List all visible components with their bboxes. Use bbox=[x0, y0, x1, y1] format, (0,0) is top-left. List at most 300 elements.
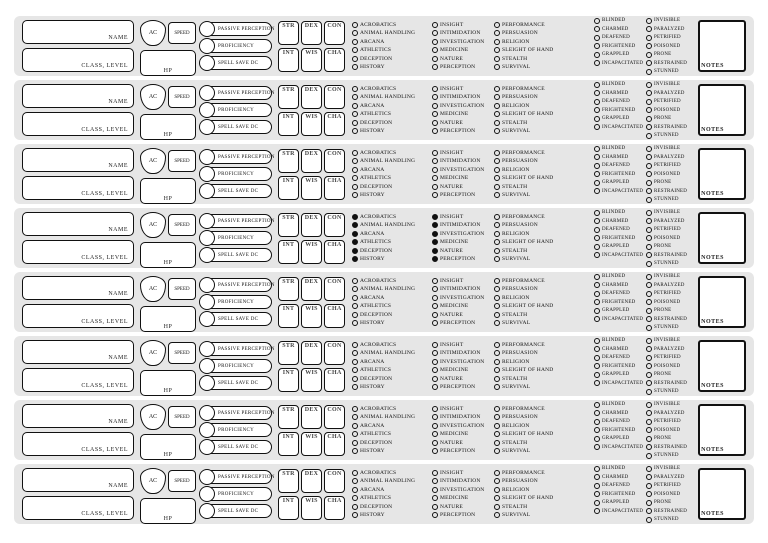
notes-field[interactable] bbox=[698, 84, 746, 136]
condition-checkbox[interactable] bbox=[594, 380, 600, 386]
proficiency-pip[interactable] bbox=[432, 30, 438, 36]
condition-checkbox[interactable] bbox=[594, 444, 600, 450]
condition-checkbox[interactable] bbox=[594, 116, 600, 122]
condition-checkbox[interactable] bbox=[646, 210, 652, 216]
ability-dex-box[interactable]: DEX bbox=[301, 469, 322, 493]
ability-str-box[interactable]: STR bbox=[278, 85, 299, 109]
proficiency-pip[interactable] bbox=[352, 278, 358, 284]
proficiency-pip[interactable] bbox=[494, 22, 500, 28]
notes-field[interactable] bbox=[698, 468, 746, 520]
proficiency-pip[interactable] bbox=[432, 303, 438, 309]
proficiency-pip[interactable] bbox=[432, 239, 438, 245]
proficiency-pip[interactable] bbox=[352, 470, 358, 476]
proficiency-pip[interactable] bbox=[352, 440, 358, 446]
condition-checkbox[interactable] bbox=[594, 180, 600, 186]
hit-points-field[interactable] bbox=[140, 178, 196, 204]
proficiency-pip[interactable] bbox=[352, 128, 358, 134]
condition-checkbox[interactable] bbox=[594, 466, 600, 472]
spell-save-dc-field[interactable] bbox=[202, 56, 272, 70]
proficiency-pip[interactable] bbox=[432, 350, 438, 356]
ability-int-box[interactable]: INT bbox=[278, 240, 299, 264]
speed-field[interactable] bbox=[168, 470, 196, 492]
class-level-field[interactable] bbox=[22, 240, 134, 264]
proficiency-pip[interactable] bbox=[432, 278, 438, 284]
proficiency-pip[interactable] bbox=[494, 158, 500, 164]
ability-cha-box[interactable]: CHA bbox=[324, 176, 345, 200]
condition-checkbox[interactable] bbox=[594, 244, 600, 250]
ability-cha-box[interactable]: CHA bbox=[324, 304, 345, 328]
condition-checkbox[interactable] bbox=[646, 291, 652, 297]
proficiency-pip[interactable] bbox=[352, 214, 358, 220]
ability-str-box[interactable]: STR bbox=[278, 277, 299, 301]
passive-perception-field[interactable] bbox=[202, 150, 275, 164]
spell-save-dc-value-circle[interactable] bbox=[199, 183, 215, 199]
hit-points-field[interactable] bbox=[140, 50, 196, 76]
proficiency-pip[interactable] bbox=[352, 320, 358, 326]
condition-checkbox[interactable] bbox=[646, 355, 652, 361]
passive-perception-field[interactable] bbox=[202, 278, 275, 292]
proficiency-pip[interactable] bbox=[432, 120, 438, 126]
proficiency-pip[interactable] bbox=[352, 192, 358, 198]
ability-int-box[interactable]: INT bbox=[278, 112, 299, 136]
proficiency-value-circle[interactable] bbox=[199, 230, 215, 246]
hit-points-field[interactable] bbox=[140, 434, 196, 460]
proficiency-pip[interactable] bbox=[432, 414, 438, 420]
condition-checkbox[interactable] bbox=[594, 274, 600, 280]
proficiency-pip[interactable] bbox=[494, 150, 500, 156]
proficiency-pip[interactable] bbox=[494, 39, 500, 45]
condition-checkbox[interactable] bbox=[594, 60, 600, 66]
proficiency-pip[interactable] bbox=[494, 478, 500, 484]
name-field[interactable] bbox=[22, 20, 134, 44]
proficiency-pip[interactable] bbox=[494, 504, 500, 510]
proficiency-pip[interactable] bbox=[352, 175, 358, 181]
condition-checkbox[interactable] bbox=[646, 308, 652, 314]
condition-checkbox[interactable] bbox=[594, 508, 600, 514]
ability-str-box[interactable]: STR bbox=[278, 213, 299, 237]
hit-points-field[interactable] bbox=[140, 242, 196, 268]
ability-con-box[interactable]: CON bbox=[324, 85, 345, 109]
proficiency-pip[interactable] bbox=[432, 22, 438, 28]
spell-save-dc-field[interactable] bbox=[202, 312, 272, 326]
condition-checkbox[interactable] bbox=[594, 18, 600, 24]
proficiency-field[interactable] bbox=[202, 167, 272, 181]
proficiency-pip[interactable] bbox=[432, 47, 438, 53]
ability-con-box[interactable]: CON bbox=[324, 277, 345, 301]
class-level-field[interactable] bbox=[22, 368, 134, 392]
class-level-field[interactable] bbox=[22, 496, 134, 520]
condition-checkbox[interactable] bbox=[646, 316, 652, 322]
ability-dex-box[interactable]: DEX bbox=[301, 85, 322, 109]
proficiency-value-circle[interactable] bbox=[199, 102, 215, 118]
proficiency-pip[interactable] bbox=[352, 56, 358, 62]
speed-field[interactable] bbox=[168, 22, 196, 44]
condition-checkbox[interactable] bbox=[594, 235, 600, 241]
condition-checkbox[interactable] bbox=[646, 372, 652, 378]
proficiency-pip[interactable] bbox=[494, 192, 500, 198]
proficiency-pip[interactable] bbox=[352, 414, 358, 420]
spell-save-dc-field[interactable] bbox=[202, 120, 272, 134]
passive-perception-value-circle[interactable] bbox=[199, 405, 215, 421]
condition-checkbox[interactable] bbox=[594, 146, 600, 152]
name-field[interactable] bbox=[22, 276, 134, 300]
proficiency-value-circle[interactable] bbox=[199, 486, 215, 502]
condition-checkbox[interactable] bbox=[646, 419, 652, 425]
passive-perception-field[interactable] bbox=[202, 406, 275, 420]
proficiency-pip[interactable] bbox=[494, 342, 500, 348]
proficiency-pip[interactable] bbox=[352, 504, 358, 510]
proficiency-pip[interactable] bbox=[432, 495, 438, 501]
proficiency-pip[interactable] bbox=[494, 431, 500, 437]
condition-checkbox[interactable] bbox=[594, 52, 600, 58]
condition-checkbox[interactable] bbox=[646, 154, 652, 160]
condition-checkbox[interactable] bbox=[646, 124, 652, 130]
proficiency-pip[interactable] bbox=[494, 256, 500, 262]
ability-cha-box[interactable]: CHA bbox=[324, 432, 345, 456]
speed-field[interactable] bbox=[168, 406, 196, 428]
spell-save-dc-field[interactable] bbox=[202, 376, 272, 390]
passive-perception-value-circle[interactable] bbox=[199, 21, 215, 37]
condition-checkbox[interactable] bbox=[594, 346, 600, 352]
condition-checkbox[interactable] bbox=[646, 26, 652, 32]
proficiency-pip[interactable] bbox=[352, 120, 358, 126]
proficiency-pip[interactable] bbox=[494, 286, 500, 292]
proficiency-pip[interactable] bbox=[352, 423, 358, 429]
proficiency-pip[interactable] bbox=[432, 214, 438, 220]
proficiency-pip[interactable] bbox=[352, 47, 358, 53]
proficiency-pip[interactable] bbox=[432, 231, 438, 237]
ability-dex-box[interactable]: DEX bbox=[301, 21, 322, 45]
condition-checkbox[interactable] bbox=[646, 436, 652, 442]
ability-int-box[interactable]: INT bbox=[278, 496, 299, 520]
proficiency-pip[interactable] bbox=[432, 184, 438, 190]
hit-points-field[interactable] bbox=[140, 306, 196, 332]
proficiency-pip[interactable] bbox=[494, 495, 500, 501]
condition-checkbox[interactable] bbox=[646, 508, 652, 514]
spell-save-dc-value-circle[interactable] bbox=[199, 55, 215, 71]
proficiency-pip[interactable] bbox=[352, 86, 358, 92]
class-level-field[interactable] bbox=[22, 48, 134, 72]
condition-checkbox[interactable] bbox=[646, 188, 652, 194]
condition-checkbox[interactable] bbox=[594, 188, 600, 194]
condition-checkbox[interactable] bbox=[646, 346, 652, 352]
condition-checkbox[interactable] bbox=[646, 363, 652, 369]
proficiency-pip[interactable] bbox=[494, 470, 500, 476]
condition-checkbox[interactable] bbox=[646, 380, 652, 386]
proficiency-pip[interactable] bbox=[352, 248, 358, 254]
proficiency-pip[interactable] bbox=[352, 150, 358, 156]
proficiency-field[interactable] bbox=[202, 39, 272, 53]
proficiency-pip[interactable] bbox=[352, 478, 358, 484]
proficiency-pip[interactable] bbox=[352, 39, 358, 45]
condition-checkbox[interactable] bbox=[594, 419, 600, 425]
class-level-field[interactable] bbox=[22, 432, 134, 456]
passive-perception-field[interactable] bbox=[202, 22, 275, 36]
proficiency-pip[interactable] bbox=[352, 286, 358, 292]
condition-checkbox[interactable] bbox=[594, 154, 600, 160]
notes-field[interactable] bbox=[698, 212, 746, 264]
condition-checkbox[interactable] bbox=[646, 99, 652, 105]
proficiency-pip[interactable] bbox=[494, 103, 500, 109]
condition-checkbox[interactable] bbox=[646, 60, 652, 66]
proficiency-pip[interactable] bbox=[352, 167, 358, 173]
condition-checkbox[interactable] bbox=[646, 517, 652, 523]
proficiency-pip[interactable] bbox=[494, 231, 500, 237]
proficiency-pip[interactable] bbox=[494, 239, 500, 245]
condition-checkbox[interactable] bbox=[594, 474, 600, 480]
proficiency-pip[interactable] bbox=[432, 406, 438, 412]
class-level-field[interactable] bbox=[22, 112, 134, 136]
ability-dex-box[interactable]: DEX bbox=[301, 341, 322, 365]
condition-checkbox[interactable] bbox=[646, 491, 652, 497]
armor-class-shield[interactable] bbox=[140, 276, 166, 302]
condition-checkbox[interactable] bbox=[594, 427, 600, 433]
ability-int-box[interactable]: INT bbox=[278, 304, 299, 328]
condition-checkbox[interactable] bbox=[594, 35, 600, 41]
ability-con-box[interactable]: CON bbox=[324, 469, 345, 493]
spell-save-dc-value-circle[interactable] bbox=[199, 311, 215, 327]
condition-checkbox[interactable] bbox=[594, 402, 600, 408]
proficiency-pip[interactable] bbox=[494, 248, 500, 254]
proficiency-pip[interactable] bbox=[494, 184, 500, 190]
proficiency-pip[interactable] bbox=[432, 111, 438, 117]
proficiency-pip[interactable] bbox=[432, 128, 438, 134]
condition-checkbox[interactable] bbox=[594, 410, 600, 416]
ability-wis-box[interactable]: WIS bbox=[301, 304, 322, 328]
ability-int-box[interactable]: INT bbox=[278, 432, 299, 456]
proficiency-pip[interactable] bbox=[352, 350, 358, 356]
passive-perception-value-circle[interactable] bbox=[199, 341, 215, 357]
armor-class-shield[interactable] bbox=[140, 148, 166, 174]
ability-con-box[interactable]: CON bbox=[324, 405, 345, 429]
condition-checkbox[interactable] bbox=[646, 410, 652, 416]
condition-checkbox[interactable] bbox=[646, 227, 652, 233]
proficiency-pip[interactable] bbox=[432, 367, 438, 373]
condition-checkbox[interactable] bbox=[646, 180, 652, 186]
armor-class-shield[interactable] bbox=[140, 20, 166, 46]
name-field[interactable] bbox=[22, 404, 134, 428]
proficiency-pip[interactable] bbox=[352, 30, 358, 36]
condition-checkbox[interactable] bbox=[646, 18, 652, 24]
condition-checkbox[interactable] bbox=[594, 43, 600, 49]
condition-checkbox[interactable] bbox=[594, 210, 600, 216]
condition-checkbox[interactable] bbox=[594, 99, 600, 105]
proficiency-pip[interactable] bbox=[352, 359, 358, 365]
ability-dex-box[interactable]: DEX bbox=[301, 149, 322, 173]
condition-checkbox[interactable] bbox=[594, 363, 600, 369]
proficiency-pip[interactable] bbox=[352, 495, 358, 501]
passive-perception-field[interactable] bbox=[202, 214, 275, 228]
proficiency-pip[interactable] bbox=[494, 56, 500, 62]
proficiency-pip[interactable] bbox=[494, 175, 500, 181]
proficiency-pip[interactable] bbox=[494, 30, 500, 36]
proficiency-value-circle[interactable] bbox=[199, 166, 215, 182]
proficiency-pip[interactable] bbox=[432, 320, 438, 326]
proficiency-pip[interactable] bbox=[352, 303, 358, 309]
proficiency-pip[interactable] bbox=[494, 448, 500, 454]
passive-perception-field[interactable] bbox=[202, 342, 275, 356]
proficiency-pip[interactable] bbox=[352, 256, 358, 262]
condition-checkbox[interactable] bbox=[646, 453, 652, 459]
proficiency-pip[interactable] bbox=[494, 359, 500, 365]
condition-checkbox[interactable] bbox=[646, 338, 652, 344]
condition-checkbox[interactable] bbox=[646, 43, 652, 49]
condition-checkbox[interactable] bbox=[594, 316, 600, 322]
proficiency-value-circle[interactable] bbox=[199, 422, 215, 438]
condition-checkbox[interactable] bbox=[646, 218, 652, 224]
proficiency-value-circle[interactable] bbox=[199, 38, 215, 54]
proficiency-pip[interactable] bbox=[352, 312, 358, 318]
proficiency-pip[interactable] bbox=[352, 512, 358, 518]
condition-checkbox[interactable] bbox=[594, 124, 600, 130]
proficiency-pip[interactable] bbox=[432, 431, 438, 437]
condition-checkbox[interactable] bbox=[646, 444, 652, 450]
ability-con-box[interactable]: CON bbox=[324, 213, 345, 237]
armor-class-shield[interactable] bbox=[140, 340, 166, 366]
proficiency-pip[interactable] bbox=[432, 64, 438, 70]
condition-checkbox[interactable] bbox=[594, 90, 600, 96]
proficiency-pip[interactable] bbox=[352, 158, 358, 164]
proficiency-pip[interactable] bbox=[432, 376, 438, 382]
proficiency-pip[interactable] bbox=[352, 431, 358, 437]
ability-wis-box[interactable]: WIS bbox=[301, 240, 322, 264]
proficiency-pip[interactable] bbox=[432, 86, 438, 92]
spell-save-dc-value-circle[interactable] bbox=[199, 439, 215, 455]
ability-dex-box[interactable]: DEX bbox=[301, 405, 322, 429]
name-field[interactable] bbox=[22, 148, 134, 172]
ability-wis-box[interactable]: WIS bbox=[301, 112, 322, 136]
condition-checkbox[interactable] bbox=[594, 436, 600, 442]
passive-perception-value-circle[interactable] bbox=[199, 85, 215, 101]
ability-str-box[interactable]: STR bbox=[278, 149, 299, 173]
proficiency-pip[interactable] bbox=[432, 440, 438, 446]
spell-save-dc-value-circle[interactable] bbox=[199, 247, 215, 263]
condition-checkbox[interactable] bbox=[646, 299, 652, 305]
name-field[interactable] bbox=[22, 84, 134, 108]
ability-int-box[interactable]: INT bbox=[278, 48, 299, 72]
notes-field[interactable] bbox=[698, 20, 746, 72]
proficiency-pip[interactable] bbox=[494, 350, 500, 356]
ability-wis-box[interactable]: WIS bbox=[301, 176, 322, 200]
proficiency-pip[interactable] bbox=[432, 312, 438, 318]
condition-checkbox[interactable] bbox=[646, 389, 652, 395]
proficiency-value-circle[interactable] bbox=[199, 294, 215, 310]
name-field[interactable] bbox=[22, 212, 134, 236]
proficiency-pip[interactable] bbox=[494, 440, 500, 446]
proficiency-pip[interactable] bbox=[494, 47, 500, 53]
spell-save-dc-field[interactable] bbox=[202, 504, 272, 518]
proficiency-pip[interactable] bbox=[352, 184, 358, 190]
ability-wis-box[interactable]: WIS bbox=[301, 48, 322, 72]
condition-checkbox[interactable] bbox=[646, 274, 652, 280]
ability-dex-box[interactable]: DEX bbox=[301, 213, 322, 237]
speed-field[interactable] bbox=[168, 214, 196, 236]
spell-save-dc-field[interactable] bbox=[202, 184, 272, 198]
proficiency-pip[interactable] bbox=[432, 167, 438, 173]
proficiency-pip[interactable] bbox=[494, 167, 500, 173]
proficiency-pip[interactable] bbox=[432, 192, 438, 198]
proficiency-pip[interactable] bbox=[432, 158, 438, 164]
condition-checkbox[interactable] bbox=[594, 82, 600, 88]
proficiency-pip[interactable] bbox=[352, 239, 358, 245]
proficiency-field[interactable] bbox=[202, 295, 272, 309]
condition-checkbox[interactable] bbox=[594, 26, 600, 32]
name-field[interactable] bbox=[22, 340, 134, 364]
condition-checkbox[interactable] bbox=[646, 261, 652, 267]
ability-cha-box[interactable]: CHA bbox=[324, 48, 345, 72]
spell-save-dc-value-circle[interactable] bbox=[199, 119, 215, 135]
passive-perception-field[interactable] bbox=[202, 470, 275, 484]
proficiency-pip[interactable] bbox=[494, 384, 500, 390]
condition-checkbox[interactable] bbox=[646, 282, 652, 288]
condition-checkbox[interactable] bbox=[646, 427, 652, 433]
proficiency-pip[interactable] bbox=[352, 367, 358, 373]
notes-field[interactable] bbox=[698, 148, 746, 200]
armor-class-shield[interactable] bbox=[140, 84, 166, 110]
proficiency-pip[interactable] bbox=[352, 376, 358, 382]
condition-checkbox[interactable] bbox=[646, 483, 652, 489]
condition-checkbox[interactable] bbox=[646, 82, 652, 88]
proficiency-pip[interactable] bbox=[352, 111, 358, 117]
condition-checkbox[interactable] bbox=[594, 171, 600, 177]
condition-checkbox[interactable] bbox=[594, 107, 600, 113]
proficiency-pip[interactable] bbox=[432, 39, 438, 45]
proficiency-pip[interactable] bbox=[494, 64, 500, 70]
passive-perception-value-circle[interactable] bbox=[199, 149, 215, 165]
proficiency-value-circle[interactable] bbox=[199, 358, 215, 374]
proficiency-pip[interactable] bbox=[494, 406, 500, 412]
ability-con-box[interactable]: CON bbox=[324, 21, 345, 45]
proficiency-pip[interactable] bbox=[494, 120, 500, 126]
hit-points-field[interactable] bbox=[140, 498, 196, 524]
condition-checkbox[interactable] bbox=[594, 227, 600, 233]
proficiency-pip[interactable] bbox=[494, 320, 500, 326]
condition-checkbox[interactable] bbox=[646, 146, 652, 152]
ability-cha-box[interactable]: CHA bbox=[324, 368, 345, 392]
condition-checkbox[interactable] bbox=[646, 35, 652, 41]
proficiency-pip[interactable] bbox=[432, 342, 438, 348]
condition-checkbox[interactable] bbox=[646, 171, 652, 177]
speed-field[interactable] bbox=[168, 86, 196, 108]
hit-points-field[interactable] bbox=[140, 370, 196, 396]
proficiency-field[interactable] bbox=[202, 487, 272, 501]
proficiency-pip[interactable] bbox=[432, 248, 438, 254]
ability-str-box[interactable]: STR bbox=[278, 469, 299, 493]
speed-field[interactable] bbox=[168, 150, 196, 172]
condition-checkbox[interactable] bbox=[594, 355, 600, 361]
ability-dex-box[interactable]: DEX bbox=[301, 277, 322, 301]
spell-save-dc-value-circle[interactable] bbox=[199, 503, 215, 519]
ability-con-box[interactable]: CON bbox=[324, 149, 345, 173]
proficiency-pip[interactable] bbox=[494, 86, 500, 92]
spell-save-dc-value-circle[interactable] bbox=[199, 375, 215, 391]
speed-field[interactable] bbox=[168, 342, 196, 364]
proficiency-pip[interactable] bbox=[352, 94, 358, 100]
ability-wis-box[interactable]: WIS bbox=[301, 496, 322, 520]
condition-checkbox[interactable] bbox=[646, 197, 652, 203]
spell-save-dc-field[interactable] bbox=[202, 248, 272, 262]
proficiency-field[interactable] bbox=[202, 359, 272, 373]
condition-checkbox[interactable] bbox=[646, 133, 652, 139]
proficiency-pip[interactable] bbox=[352, 22, 358, 28]
proficiency-pip[interactable] bbox=[432, 175, 438, 181]
condition-checkbox[interactable] bbox=[646, 116, 652, 122]
armor-class-shield[interactable] bbox=[140, 404, 166, 430]
condition-checkbox[interactable] bbox=[646, 107, 652, 113]
proficiency-pip[interactable] bbox=[432, 222, 438, 228]
passive-perception-field[interactable] bbox=[202, 86, 275, 100]
proficiency-pip[interactable] bbox=[494, 303, 500, 309]
